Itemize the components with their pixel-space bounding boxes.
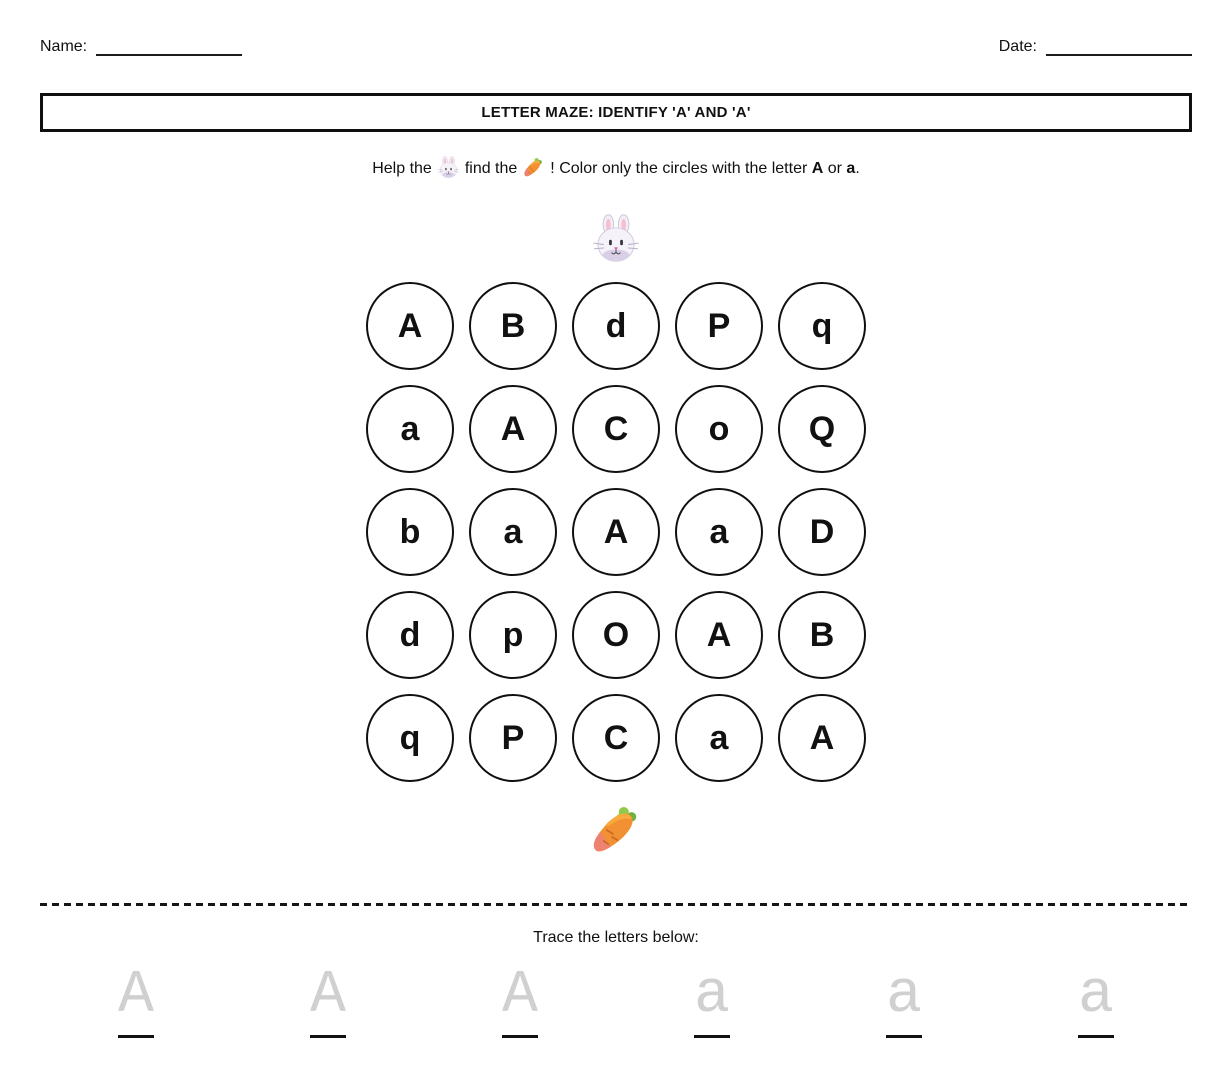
rabbit-face-icon bbox=[437, 156, 460, 179]
carrot-icon bbox=[522, 156, 545, 179]
maze-cell[interactable] bbox=[366, 385, 454, 473]
instruction-part: ! Color only the circles with the letter bbox=[550, 160, 812, 177]
maze-cell-letter: A bbox=[397, 306, 423, 345]
maze-cell[interactable] bbox=[469, 282, 557, 370]
maze-cell-letter: a bbox=[503, 512, 523, 551]
header-row bbox=[40, 38, 1192, 56]
worksheet-title: LETTER MAZE: IDENTIFY 'A' AND 'A' bbox=[481, 104, 751, 121]
trace-letter: A bbox=[501, 962, 538, 1030]
rabbit-face-icon bbox=[591, 214, 641, 264]
maze-cell-letter: q bbox=[811, 306, 833, 345]
maze-cell[interactable] bbox=[675, 488, 763, 576]
trace-cell bbox=[616, 962, 808, 1038]
trace-underline bbox=[1078, 1035, 1114, 1038]
maze-cell-letter: q bbox=[399, 718, 421, 757]
maze-cell[interactable] bbox=[469, 591, 557, 679]
trace-underline bbox=[886, 1035, 922, 1038]
maze-cell[interactable] bbox=[366, 282, 454, 370]
maze-cell-letter: d bbox=[399, 615, 421, 654]
trace-cell bbox=[232, 962, 424, 1038]
trace-letter: a bbox=[885, 962, 922, 1030]
target-letter-lowercase: a bbox=[846, 160, 856, 177]
maze-cell-letter: D bbox=[809, 512, 835, 551]
maze-cell[interactable] bbox=[366, 694, 454, 782]
title-box bbox=[40, 93, 1192, 132]
trace-underline bbox=[118, 1035, 154, 1038]
instruction-part: or bbox=[823, 160, 847, 177]
instruction-text bbox=[0, 156, 1232, 179]
maze-cell[interactable] bbox=[675, 385, 763, 473]
maze-cell[interactable] bbox=[572, 282, 660, 370]
maze-cell[interactable] bbox=[469, 488, 557, 576]
maze-cell[interactable] bbox=[778, 282, 866, 370]
trace-letters-row bbox=[40, 962, 1192, 1038]
maze-cell-letter: d bbox=[605, 306, 627, 345]
maze-cell-letter: A bbox=[603, 512, 629, 551]
maze-cell[interactable] bbox=[469, 385, 557, 473]
maze-cell-letter: B bbox=[500, 306, 526, 345]
maze-cell-letter: a bbox=[709, 718, 729, 757]
date-label: Date: bbox=[998, 38, 1037, 55]
trace-underline bbox=[310, 1035, 346, 1038]
maze-cell-letter: b bbox=[399, 512, 421, 551]
maze-cell[interactable] bbox=[675, 282, 763, 370]
maze-cell[interactable] bbox=[572, 694, 660, 782]
trace-letter: A bbox=[309, 962, 346, 1030]
trace-letter: A bbox=[117, 962, 154, 1030]
maze-cell[interactable] bbox=[778, 591, 866, 679]
maze-cell[interactable] bbox=[572, 591, 660, 679]
maze-cell[interactable] bbox=[675, 591, 763, 679]
maze-cell-letter: P bbox=[707, 306, 731, 345]
maze-cell-letter: Q bbox=[808, 409, 836, 448]
maze-cell-letter: p bbox=[502, 615, 524, 654]
date-field bbox=[999, 38, 1192, 56]
letter-maze-grid bbox=[366, 282, 866, 782]
trace-letter: a bbox=[1077, 962, 1114, 1030]
instruction-part: find the bbox=[464, 160, 518, 177]
maze-cell[interactable] bbox=[366, 591, 454, 679]
trace-cell bbox=[1000, 962, 1192, 1038]
maze-cell[interactable] bbox=[572, 385, 660, 473]
name-input-line[interactable] bbox=[96, 39, 242, 56]
target-letter-uppercase: A bbox=[811, 160, 824, 177]
trace-cell bbox=[40, 962, 232, 1038]
maze-cell-letter: C bbox=[603, 718, 629, 757]
maze-cell[interactable] bbox=[572, 488, 660, 576]
trace-cell bbox=[424, 962, 616, 1038]
trace-underline bbox=[502, 1035, 538, 1038]
maze-cell-letter: A bbox=[500, 409, 526, 448]
maze-cell-letter: O bbox=[602, 615, 630, 654]
name-field bbox=[40, 38, 242, 56]
maze-cell[interactable] bbox=[778, 488, 866, 576]
instruction-part: . bbox=[855, 160, 860, 177]
trace-underline bbox=[694, 1035, 730, 1038]
date-input-line[interactable] bbox=[1046, 39, 1192, 56]
maze-cell[interactable] bbox=[366, 488, 454, 576]
maze-cell[interactable] bbox=[469, 694, 557, 782]
maze-cell-letter: A bbox=[706, 615, 732, 654]
maze-cell-letter: B bbox=[809, 615, 835, 654]
maze-cell[interactable] bbox=[675, 694, 763, 782]
maze-cell-letter: A bbox=[809, 718, 835, 757]
maze-cell[interactable] bbox=[778, 694, 866, 782]
maze-cell-letter: C bbox=[603, 409, 629, 448]
maze-cell-letter: o bbox=[708, 409, 730, 448]
instruction-part: Help the bbox=[372, 160, 432, 177]
maze-cell-letter: a bbox=[400, 409, 420, 448]
trace-letter: a bbox=[693, 962, 730, 1030]
maze-cell[interactable] bbox=[778, 385, 866, 473]
trace-cell bbox=[808, 962, 1000, 1038]
trace-section-title: Trace the letters below: bbox=[533, 929, 699, 946]
carrot-icon bbox=[588, 802, 644, 858]
maze-cell-letter: a bbox=[709, 512, 729, 551]
maze-cell-letter: P bbox=[501, 718, 525, 757]
name-label: Name: bbox=[40, 38, 88, 55]
dashed-divider bbox=[40, 903, 1192, 906]
